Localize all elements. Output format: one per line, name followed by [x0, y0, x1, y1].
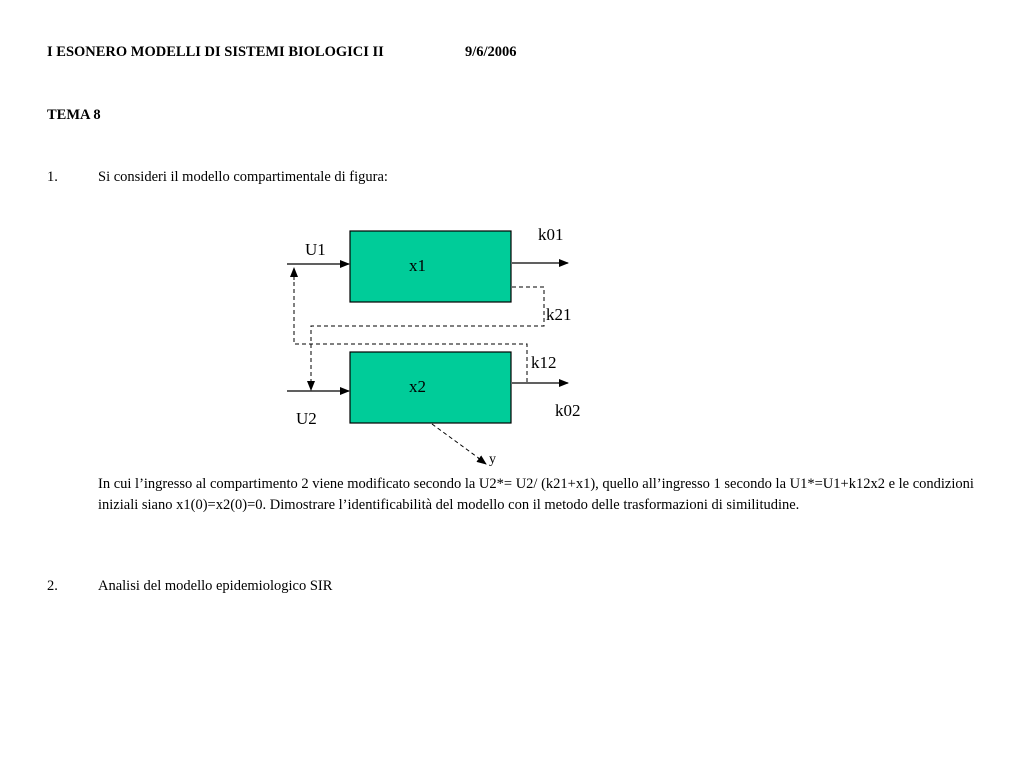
- y-output-label: y: [489, 452, 496, 467]
- compartment-x2-label: x2: [409, 377, 426, 396]
- question-1-paragraph: In cui l’ingresso al compartimento 2 viene modificato secondo la U2*= U2/ (k21+x1), quello all’ingresso 1 secondo la U1*=U1+k12x2 e le condizioni iniziali siano x1(0)=x2(0)=0. Dimostrare l’identificabilità del modello con il metodo delle trasformazioni di similitudine.: [98, 476, 974, 513]
- k21-label: k21: [546, 305, 572, 324]
- u2-label: U2: [296, 409, 317, 428]
- question-2-number: 2.: [47, 578, 58, 594]
- question-2-text: Analisi del modello epidemiologico SIR: [98, 578, 333, 594]
- tema-label: TEMA 8: [47, 107, 101, 123]
- document-title: I ESONERO MODELLI DI SISTEMI BIOLOGICI II: [47, 44, 384, 60]
- compartment-x2: [350, 352, 511, 423]
- y-output-arrowhead: [478, 458, 486, 464]
- compartment-x1-label: x1: [409, 256, 426, 275]
- y-output-dashed-arrow: [432, 424, 484, 462]
- document-date: 9/6/2006: [465, 44, 517, 60]
- k01-label: k01: [538, 225, 564, 244]
- u1-label: U1: [305, 240, 326, 259]
- question-1-number: 1.: [47, 169, 58, 185]
- k12-label: k12: [531, 353, 557, 372]
- k02-label: k02: [555, 401, 581, 420]
- question-1-text: Si consideri il modello compartimentale di figura:: [98, 169, 388, 185]
- compartment-x1: [350, 231, 511, 302]
